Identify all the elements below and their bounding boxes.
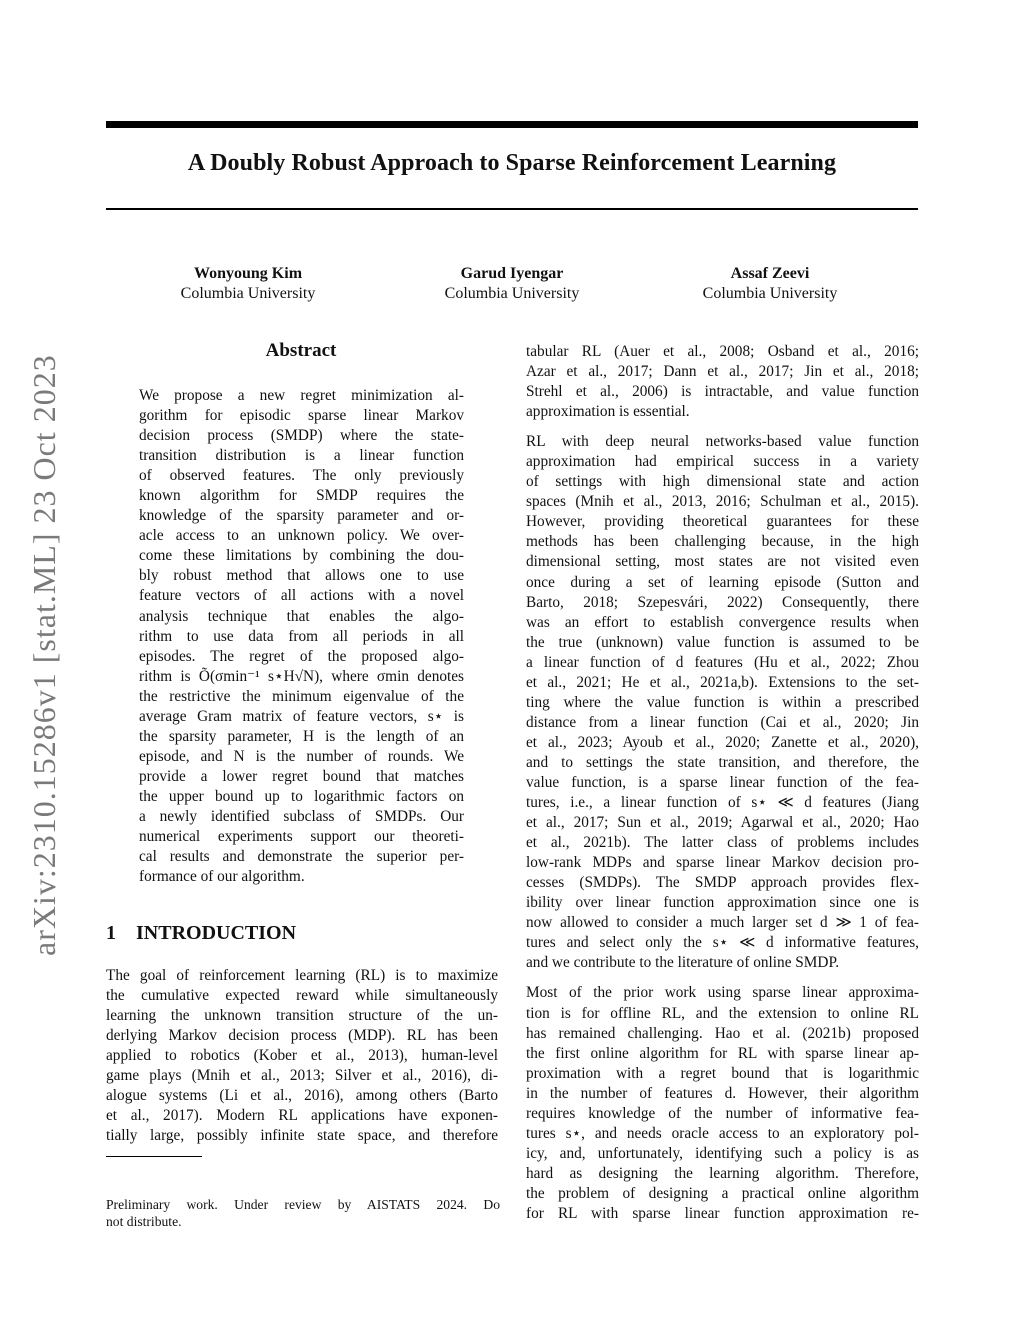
text-line: tabular RL (Auer et al., 2008; Osband et al., 2016; <box>526 343 919 360</box>
text-line: Preliminary work. Under review by AISTATS 2024. Do <box>106 1197 500 1212</box>
paragraph <box>526 432 919 973</box>
text-line: in the number of features d. However, their algorithm <box>526 1084 919 1102</box>
text-line: now allowed to consider a much larger set d ≫ 1 of fea- <box>526 914 919 932</box>
text-line: value function, is a sparse linear function of the fea- <box>526 773 919 791</box>
text-line: hard as designing the learning algorithm. Therefore, <box>526 1164 919 1182</box>
text-line: episodes. The regret of the proposed algo- <box>139 647 464 665</box>
text-line: game plays (Mnih et al., 2013; Silver et al., 2016), di- <box>106 1067 498 1085</box>
text-line: ting where the value function is within a prescribed <box>526 693 919 711</box>
text-line: et al., 2017). Modern RL applications have exponen- <box>106 1107 498 1125</box>
text-line: We propose a new regret minimization al- <box>139 387 464 404</box>
text-line: tures and select only the s⋆ ≪ d informative features, <box>526 934 919 952</box>
text-line: the restrictive the minimum eigenvalue of the <box>139 687 464 705</box>
text-line: and to settings the state transition, and therefore, the <box>526 753 919 771</box>
text-line: provide a lower regret bound that matches <box>139 767 464 785</box>
text-line: Strehl et al., 2006) is intractable, and value function <box>526 383 919 401</box>
intro-right-column <box>526 342 919 1234</box>
text-line: tures, i.e., a linear function of s⋆ ≪ d features (Jiang <box>526 794 919 812</box>
text-line: of settings with high dimensional state and action <box>526 473 919 491</box>
text-line: rithm is Õ(σmin⁻¹ s⋆H√N), where σmin denotes <box>139 667 464 685</box>
text-line: However, providing theoretical guarantees for these <box>526 513 919 531</box>
text-line: once during a set of learning episode (Sutton and <box>526 573 919 591</box>
author-affiliation: Columbia University <box>180 285 316 302</box>
section-title: INTRODUCTION <box>136 922 297 944</box>
footnote-rule <box>106 1156 202 1157</box>
title-rule <box>106 208 918 210</box>
text-line: come these limitations by combining the dou- <box>139 547 464 565</box>
footnote <box>106 1196 500 1230</box>
text-line: icy, and, unfortunately, identifying such a policy is as <box>526 1144 919 1162</box>
text-line: average Gram matrix of feature vectors, s⋆ is <box>139 707 464 725</box>
author-name: Assaf Zeevi <box>730 265 810 282</box>
text-line: tion is for offline RL, and the extension to online RL <box>526 1004 919 1022</box>
intro-left-column <box>106 966 498 1146</box>
author-affiliation: Columbia University <box>702 285 838 302</box>
text-line: et al., 2017; Sun et al., 2019; Agarwal et al., 2020; Hao <box>526 814 919 832</box>
text-line: distance from a linear function (Cai et al., 2020; Jin <box>526 713 919 731</box>
author-name: Wonyoung Kim <box>193 265 303 282</box>
text-line: analysis technique that enables the algo- <box>139 607 464 625</box>
text-line: a linear function of d features (Hu et al., 2022; Zhou <box>526 653 919 671</box>
text-line: rithm to use data from all periods in all <box>139 627 464 645</box>
abstract-heading: Abstract <box>265 340 337 361</box>
text-line: low-rank MDPs and sparse linear Markov decision pro- <box>526 854 919 872</box>
text-line: ibility over linear function approximation since one is <box>526 894 919 912</box>
text-line: tures s⋆, and needs oracle access to an exploratory pol- <box>526 1124 919 1142</box>
text-line: formance of our algorithm. <box>139 868 305 886</box>
text-line: approximation is essential. <box>526 403 690 421</box>
text-line: et al., 2021b). The latter class of problems includes <box>526 834 919 852</box>
text-line: known algorithm for SMDP requires the <box>139 487 464 505</box>
text-line: numerical experiments support our theoreti- <box>139 828 464 846</box>
text-line: was an effort to establish convergence results when <box>526 613 919 631</box>
text-line: the first online algorithm for RL with sparse linear ap- <box>526 1044 919 1062</box>
text-line: dimensional setting, most states are not visited even <box>526 553 919 571</box>
text-line: the problem of designing a practical online algorithm <box>526 1184 919 1202</box>
text-line: spaces (Mnih et al., 2013, 2016; Schulman et al., 2015). <box>526 493 919 511</box>
text-line: applied to robotics (Kober et al., 2013), human-level <box>106 1047 498 1065</box>
paper-title: A Doubly Robust Approach to Sparse Reinforcement Learning <box>187 150 837 176</box>
text-line: Most of the prior work using sparse linear approxima- <box>526 984 919 1002</box>
text-line: has remained challenging. Hao et al. (2021b) proposed <box>526 1024 919 1042</box>
author-3 <box>640 264 900 304</box>
author-1 <box>118 264 378 304</box>
arxiv-stamp: arXiv:2310.15286v1 [stat.ML] 23 Oct 2023 <box>26 354 62 956</box>
text-line: not distribute. <box>106 1214 182 1229</box>
text-line: approximation had empirical success in a variety <box>526 453 919 471</box>
text-line: and we contribute to the literature of online SMDP. <box>526 954 840 972</box>
text-line: methods has been challenging because, in the high <box>526 533 919 551</box>
text-line: transition distribution is a linear function <box>139 447 464 465</box>
text-line: proximation with a regret bound that is logarithmic <box>526 1064 919 1082</box>
text-line: decision process (SMDP) where the state- <box>139 427 464 445</box>
abstract-body <box>139 386 464 887</box>
text-line: et al., 2023; Ayoub et al., 2020; Zanette et al., 2020), <box>526 733 919 751</box>
text-line: learning the unknown transition structure of the un- <box>106 1007 498 1025</box>
section-heading <box>106 922 296 945</box>
text-line: the cumulative expected reward while simultaneously <box>106 987 498 1005</box>
author-name: Garud Iyengar <box>460 265 564 282</box>
text-line: knowledge of the sparsity parameter and or- <box>139 507 464 525</box>
text-line: the sparsity parameter, H is the length of an <box>139 727 464 745</box>
text-line: tially large, possibly infinite state space, and therefore <box>106 1127 498 1145</box>
text-line: the upper bound up to logarithmic factors on <box>139 787 464 805</box>
text-line: cal results and demonstrate the superior per- <box>139 848 464 866</box>
text-line: Azar et al., 2017; Dann et al., 2017; Jin et al., 2018; <box>526 363 919 381</box>
text-line: Barto, 2018; Szepesvári, 2022) Consequently, there <box>526 593 919 611</box>
text-line: bly robust method that allows one to use <box>139 567 464 585</box>
paragraph <box>526 342 919 422</box>
text-line: acle access to an unknown policy. We over- <box>139 527 464 545</box>
author-affiliation: Columbia University <box>444 285 580 302</box>
text-line: The goal of reinforcement learning (RL) is to maximize <box>106 967 498 984</box>
text-line: et al., 2021; He et al., 2021a,b). Extensions to the set- <box>526 673 919 691</box>
text-line: for RL with sparse linear function approximation re- <box>526 1204 919 1222</box>
paragraph <box>526 983 919 1224</box>
text-line: cesses (SMDPs). The SMDP approach provides flex- <box>526 874 919 892</box>
top-rule <box>106 121 918 128</box>
text-line: RL with deep neural networks-based value function <box>526 433 919 451</box>
text-line: a newly identified subclass of SMDPs. Our <box>139 807 464 825</box>
text-line: episode, and N is the number of rounds. We <box>139 747 464 765</box>
text-line: of observed features. The only previously <box>139 467 464 485</box>
text-line: feature vectors of all actions with a novel <box>139 587 464 605</box>
author-2 <box>382 264 642 304</box>
text-line: alogue systems (Li et al., 2016), among others (Barto <box>106 1087 498 1105</box>
text-line: requires knowledge of the number of informative fea- <box>526 1104 919 1122</box>
text-line: derlying Markov decision process (MDP). RL has been <box>106 1027 498 1045</box>
section-number: 1 <box>106 922 116 944</box>
text-line: gorithm for episodic sparse linear Markov <box>139 407 464 425</box>
text-line: the true (unknown) value function is assumed to be <box>526 633 919 651</box>
